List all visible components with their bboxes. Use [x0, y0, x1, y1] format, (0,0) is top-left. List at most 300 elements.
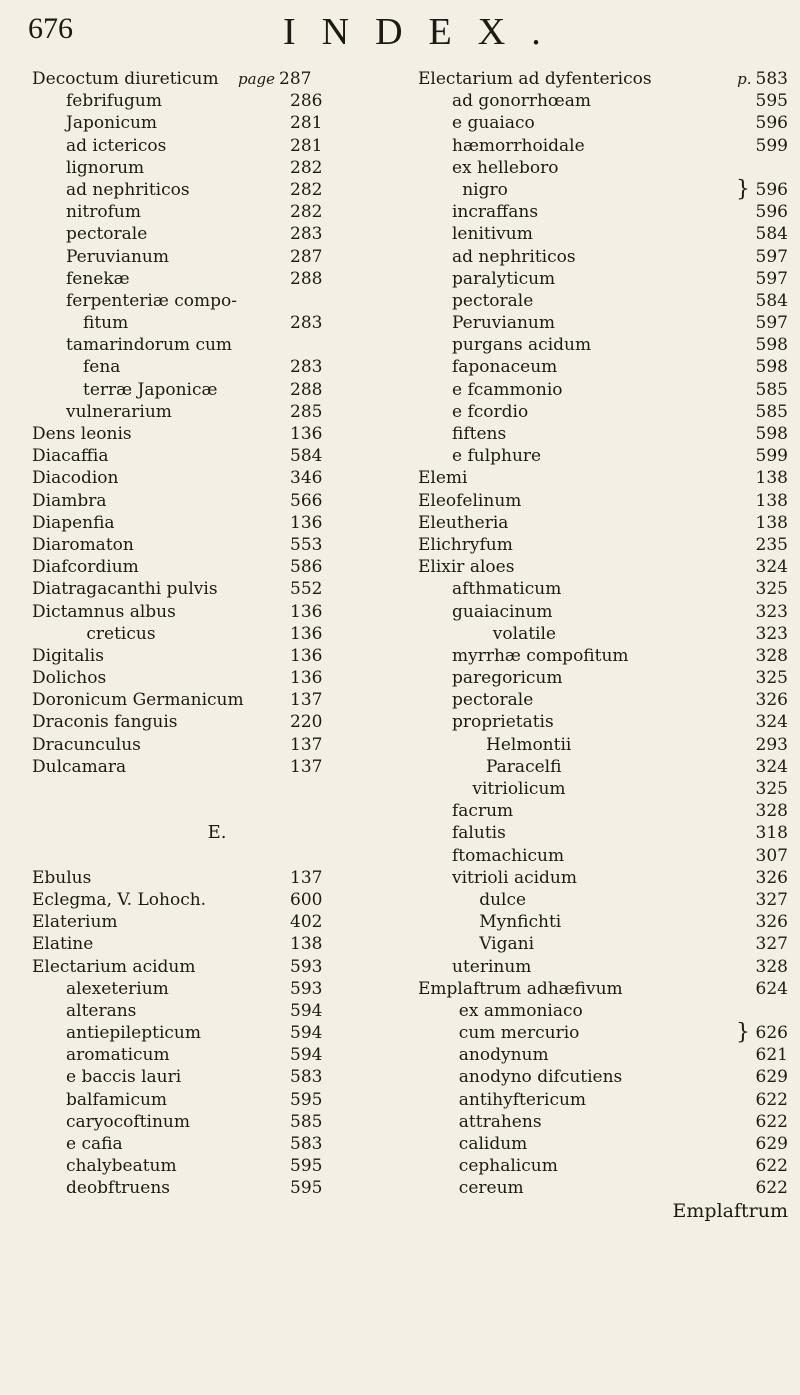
index-term: cereum — [458, 1178, 524, 1199]
left-index-column — [32, 68, 402, 1200]
index-term: cephalicum — [458, 1156, 558, 1177]
index-term: e cafia — [66, 1134, 123, 1154]
index-entry — [32, 956, 402, 978]
index-entry — [32, 68, 402, 90]
page-reference: 288 — [290, 268, 323, 289]
index-entry — [418, 1200, 788, 1222]
page-reference: 402 — [290, 912, 323, 933]
index-entry — [418, 112, 788, 134]
index-entry — [418, 157, 788, 179]
page-header — [0, 0, 800, 70]
index-term: e guaiaco — [452, 113, 535, 134]
index-term: vitrioli acidum — [452, 867, 577, 888]
page-reference: 281 — [290, 113, 323, 134]
index-term: pectorale — [452, 690, 534, 711]
index-term: e fcammonio — [452, 379, 563, 400]
index-entry — [418, 1066, 788, 1088]
index-term: ftomachicum — [452, 845, 565, 866]
index-entry — [32, 157, 402, 179]
index-term: Diatragacanthi pulvis — [32, 579, 218, 600]
index-entry — [418, 312, 788, 334]
page-reference: 282 — [290, 202, 323, 223]
index-entry — [418, 556, 788, 578]
index-term: balfamicum — [66, 1089, 168, 1110]
page-reference: 136 — [290, 645, 323, 666]
index-entry — [418, 734, 788, 756]
index-term: chalybeatum — [66, 1156, 177, 1177]
index-entry — [32, 800, 402, 822]
index-entry — [32, 933, 402, 955]
page-reference: 583 — [290, 1067, 323, 1088]
page-reference: 137 — [290, 867, 323, 888]
index-term: ad nephriticos — [66, 179, 190, 200]
index-entry — [32, 112, 402, 134]
index-term: Vigani — [479, 934, 535, 955]
page-reference: 328 — [755, 956, 788, 977]
index-term: anodynum — [458, 1045, 549, 1066]
index-term: terræ Japonicæ — [83, 379, 218, 400]
page-reference: 598 — [755, 424, 788, 444]
page-reference: 220 — [290, 712, 323, 733]
page-reference: 594 — [290, 1023, 323, 1044]
page-reference: 328 — [755, 645, 788, 666]
index-entry — [418, 223, 788, 245]
page-reference: 585 — [755, 401, 788, 422]
page-reference: 136 — [290, 601, 323, 622]
page-reference: 595 — [290, 1156, 323, 1177]
index-entry — [32, 268, 402, 290]
index-term: Elemi — [418, 468, 468, 489]
index-term: Diaromaton — [32, 534, 134, 555]
index-entry — [32, 201, 402, 223]
index-term: Helmontii — [486, 734, 572, 755]
brace-mark: } — [736, 1020, 750, 1046]
index-entry — [418, 445, 788, 467]
index-term: febrifugum — [66, 91, 162, 112]
page-reference: 282 — [290, 157, 323, 178]
index-entry — [32, 623, 402, 645]
page-reference: 593 — [290, 978, 323, 999]
page-reference: 138 — [755, 468, 788, 489]
index-term: fenekæ — [66, 268, 130, 289]
index-entry — [418, 601, 788, 623]
page-reference: 597 — [755, 246, 788, 267]
index-entry — [418, 1111, 788, 1133]
index-term: dulce — [479, 889, 527, 910]
page-reference: 626 — [755, 1023, 788, 1044]
index-term: volatile — [492, 623, 556, 644]
index-entry — [32, 1000, 402, 1022]
page-reference: 283 — [290, 357, 323, 378]
index-entry — [32, 334, 402, 356]
index-term: Eleofelinum — [418, 490, 522, 511]
index-term: uterinum — [452, 956, 532, 977]
page-reference: 599 — [755, 135, 788, 156]
index-term: incraffans — [452, 202, 539, 223]
index-term: Mynfichti — [479, 912, 562, 933]
index-entry — [32, 601, 402, 623]
page-reference: 136 — [290, 424, 323, 444]
index-entry — [32, 1177, 402, 1199]
index-entry — [418, 1133, 788, 1155]
index-entry — [418, 90, 788, 112]
index-entry — [32, 179, 402, 201]
page-reference: 136 — [290, 668, 323, 689]
index-term: faponaceum — [452, 357, 558, 378]
index-term: Diafcordium — [32, 557, 139, 578]
index-entry — [418, 290, 788, 312]
index-entry — [32, 711, 402, 733]
index-term: ex helleboro — [452, 157, 559, 178]
index-entry — [418, 711, 788, 733]
page-reference: 598 — [755, 335, 788, 356]
index-entry — [418, 1000, 788, 1022]
index-entry — [418, 268, 788, 290]
index-entry — [418, 933, 788, 955]
index-entry — [418, 1089, 788, 1111]
index-entry — [418, 756, 788, 778]
index-entry — [32, 223, 402, 245]
index-term: Eleutheria — [418, 512, 509, 533]
index-entry — [418, 1022, 788, 1044]
index-entry — [32, 246, 402, 268]
index-term: Elichryfum — [418, 534, 513, 555]
index-entry — [418, 689, 788, 711]
page-reference: 137 — [290, 690, 323, 711]
index-term: Dens leonis — [32, 424, 132, 444]
catchword: Emplaftrum — [672, 1199, 788, 1222]
page-reference: 593 — [290, 956, 323, 977]
index-entry — [418, 956, 788, 978]
index-term: nigro — [462, 179, 508, 200]
index-entry — [32, 734, 402, 756]
page-reference: 566 — [290, 490, 323, 511]
index-entry — [32, 423, 402, 445]
page-reference: 595 — [755, 91, 788, 112]
index-entry — [418, 978, 788, 1000]
index-entry — [418, 423, 788, 445]
page-reference: 318 — [755, 823, 788, 844]
index-term: paralyticum — [452, 268, 556, 289]
index-entry — [32, 312, 402, 334]
index-entry — [418, 667, 788, 689]
brace-mark: } — [736, 176, 750, 202]
page-prefix: page — [238, 70, 276, 88]
index-entry — [418, 135, 788, 157]
index-term: Peruvianum — [452, 313, 556, 334]
index-term: cum mercurio — [458, 1023, 580, 1044]
index-entry — [418, 512, 788, 534]
section-letter: E. — [207, 822, 227, 844]
page-reference: 629 — [755, 1067, 788, 1088]
index-term: ad nephriticos — [452, 246, 576, 267]
page-reference: 136 — [290, 512, 323, 533]
page-reference: 283 — [290, 224, 323, 245]
page-reference: 138 — [755, 490, 788, 511]
index-entry — [32, 756, 402, 778]
page-reference: 597 — [755, 268, 788, 289]
index-term: Digitalis — [32, 645, 104, 666]
page-prefix: p. — [737, 70, 752, 88]
index-term: Eclegma, V. Lohoch. — [32, 889, 207, 910]
index-entry — [418, 68, 788, 90]
page-reference: 286 — [290, 91, 323, 112]
index-term: proprietatis — [452, 712, 554, 733]
index-entry — [418, 1044, 788, 1066]
index-term: vitriolicum — [472, 779, 566, 799]
index-entry — [32, 556, 402, 578]
index-entry — [32, 845, 402, 867]
index-term: alterans — [66, 1000, 137, 1021]
page-reference: 283 — [290, 313, 323, 334]
index-term: purgans acidum — [452, 335, 592, 356]
index-entry — [418, 645, 788, 667]
page-reference: 323 — [755, 601, 788, 622]
page-reference: 324 — [755, 557, 788, 578]
page-reference: 324 — [755, 712, 788, 733]
page-reference: 594 — [290, 1000, 323, 1021]
index-entry — [32, 490, 402, 512]
index-term: Diapenfia — [32, 512, 115, 533]
index-term: Diacaffia — [32, 446, 109, 467]
page-reference: 326 — [755, 867, 788, 888]
index-term: Doronicum Germanicum — [32, 690, 244, 711]
page-reference: 324 — [755, 756, 788, 777]
page-reference: 136 — [290, 623, 323, 644]
index-entry — [32, 1089, 402, 1111]
index-entry — [32, 534, 402, 556]
page-reference: 584 — [755, 290, 788, 311]
page-reference: 282 — [290, 179, 323, 200]
page-reference: 326 — [755, 690, 788, 711]
index-term: calidum — [458, 1134, 528, 1154]
index-term: Elatine — [32, 934, 94, 955]
index-entry — [32, 401, 402, 423]
index-term: falutis — [452, 823, 506, 844]
index-term: Draconis fanguis — [32, 712, 178, 733]
page-reference: 327 — [755, 934, 788, 955]
index-entry — [32, 778, 402, 800]
index-entry — [32, 978, 402, 1000]
index-term: e baccis lauri — [66, 1067, 182, 1088]
page-reference: 584 — [290, 446, 323, 467]
index-entry — [418, 889, 788, 911]
page-reference: 325 — [755, 779, 788, 799]
index-entry — [418, 379, 788, 401]
index-entry — [418, 490, 788, 512]
index-entry — [418, 911, 788, 933]
index-term: nitrofum — [66, 202, 141, 223]
index-term: Dulcamara — [32, 756, 127, 777]
page-reference: 307 — [755, 845, 788, 866]
page-reference: 137 — [290, 756, 323, 777]
index-term: antihyftericum — [458, 1089, 587, 1110]
index-entry — [418, 845, 788, 867]
index-entry — [32, 1133, 402, 1155]
index-entry — [32, 356, 402, 378]
page-reference: 600 — [290, 889, 323, 910]
index-term: Japonicum — [66, 113, 158, 134]
index-entry — [32, 1022, 402, 1044]
right-index-column — [418, 68, 788, 1222]
index-term: Diacodion — [32, 468, 119, 489]
index-entry — [418, 401, 788, 423]
page-reference: 328 — [755, 801, 788, 822]
index-entry — [418, 867, 788, 889]
page-reference: 235 — [755, 534, 788, 555]
index-entry — [418, 334, 788, 356]
page-reference: 323 — [755, 623, 788, 644]
index-entry — [418, 778, 788, 800]
index-term: Emplaftrum adhæfivum — [418, 978, 623, 999]
index-term: Dolichos — [32, 668, 107, 689]
index-term: hæmorrhoidale — [452, 135, 585, 156]
index-term: paregoricum — [452, 668, 563, 689]
index-entry — [32, 578, 402, 600]
index-term: aromaticum — [66, 1045, 170, 1066]
index-term: pectorale — [66, 224, 148, 245]
index-term: myrrhæ compofitum — [452, 645, 629, 666]
index-term: facrum — [452, 801, 514, 822]
index-entry — [32, 1155, 402, 1177]
index-entry — [418, 1155, 788, 1177]
page-reference: 137 — [290, 734, 323, 755]
index-entry — [418, 578, 788, 600]
page-reference: 599 — [755, 446, 788, 467]
index-entry — [418, 356, 788, 378]
index-entry — [32, 1066, 402, 1088]
index-term: ferpenteriæ compo- — [66, 290, 237, 311]
index-term: Diambra — [32, 490, 107, 511]
page-reference: 552 — [290, 579, 323, 600]
running-head: INDEX. — [283, 11, 567, 53]
page-reference: 281 — [290, 135, 323, 156]
index-term: antiepilepticum — [66, 1023, 201, 1044]
index-term: ad gonorrhœam — [452, 91, 591, 112]
index-entry — [418, 822, 788, 844]
index-term: e fulphure — [452, 446, 542, 467]
page-reference: 285 — [290, 401, 323, 422]
index-entry — [32, 822, 402, 844]
page-reference: 287 — [279, 69, 312, 89]
index-term: Ebulus — [32, 867, 92, 888]
page-reference: 287 — [290, 246, 323, 267]
index-term: attrahens — [458, 1111, 542, 1132]
page-reference: 621 — [755, 1045, 788, 1066]
index-entry — [32, 1111, 402, 1133]
index-entry — [32, 512, 402, 534]
index-term: vulnerarium — [66, 401, 172, 422]
page-reference: 586 — [290, 557, 323, 578]
index-entry — [32, 90, 402, 112]
index-term: caryocoftinum — [66, 1111, 190, 1132]
index-entry — [32, 290, 402, 312]
index-term: ex ammoniaco — [458, 1000, 583, 1021]
page-reference: 138 — [290, 934, 323, 955]
index-entry — [32, 867, 402, 889]
page-reference: 622 — [755, 1178, 788, 1199]
index-entry — [418, 534, 788, 556]
index-term: Dictamnus albus — [32, 601, 176, 622]
index-entry — [32, 911, 402, 933]
index-term: anodyno difcutiens — [458, 1067, 623, 1088]
index-entry — [32, 645, 402, 667]
index-term: fena — [83, 357, 121, 378]
page-reference: 622 — [755, 1156, 788, 1177]
index-entry — [32, 689, 402, 711]
index-entry — [418, 1177, 788, 1199]
index-term: pectorale — [452, 290, 534, 311]
page-reference: 622 — [755, 1111, 788, 1132]
index-term: fitum — [83, 313, 129, 334]
page-reference: 596 — [755, 202, 788, 223]
index-term: Elaterium — [32, 912, 118, 933]
page-reference: 596 — [755, 179, 788, 200]
page-reference: 585 — [290, 1111, 323, 1132]
page-reference: 346 — [290, 468, 323, 489]
page-reference: 594 — [290, 1045, 323, 1066]
index-term: fiftens — [452, 424, 507, 444]
index-entry — [32, 445, 402, 467]
index-term: Electarium acidum — [32, 956, 196, 977]
page-reference: 597 — [755, 313, 788, 334]
page-reference: 596 — [755, 113, 788, 134]
page-reference: 325 — [755, 579, 788, 600]
page-reference: 585 — [755, 379, 788, 400]
page-reference: 288 — [290, 379, 323, 400]
index-term: lenitivum — [452, 224, 533, 245]
page-reference: 138 — [755, 512, 788, 533]
index-entry — [418, 176, 788, 202]
page-reference: 583 — [755, 69, 788, 89]
index-entry — [418, 467, 788, 489]
page-reference: 583 — [290, 1134, 323, 1154]
index-term: lignorum — [66, 157, 145, 178]
page-reference: 624 — [755, 978, 788, 999]
index-term: alexeterium — [66, 978, 169, 999]
index-term: Decoctum diureticum — [32, 69, 219, 89]
index-term: Paracelfi — [486, 756, 562, 777]
page-reference: 293 — [755, 734, 788, 755]
index-entry — [418, 800, 788, 822]
index-entry — [418, 201, 788, 223]
index-entry — [32, 135, 402, 157]
index-term: deobftruens — [66, 1178, 170, 1199]
index-term: afthmaticum — [452, 579, 562, 600]
page-reference: 622 — [755, 1089, 788, 1110]
index-term: Dracunculus — [32, 734, 141, 755]
page-reference: 326 — [755, 912, 788, 933]
index-term: creticus — [86, 623, 156, 644]
page-reference: 553 — [290, 534, 323, 555]
index-term: e fcordio — [452, 401, 529, 422]
page-reference: 327 — [755, 889, 788, 910]
index-entry — [32, 379, 402, 401]
page-reference: 629 — [755, 1134, 788, 1154]
index-term: ad ictericos — [66, 135, 167, 156]
page-reference: 595 — [290, 1089, 323, 1110]
index-entry — [32, 667, 402, 689]
page-reference: 325 — [755, 668, 788, 689]
index-term: Peruvianum — [66, 246, 170, 267]
index-entry — [418, 623, 788, 645]
page-number: 676 — [28, 12, 73, 45]
index-term: Electarium ad dyfentericos — [418, 69, 652, 89]
index-entry — [418, 246, 788, 268]
index-term: guaiacinum — [452, 601, 553, 622]
index-term: tamarindorum cum — [66, 335, 233, 356]
page-reference: 598 — [755, 357, 788, 378]
